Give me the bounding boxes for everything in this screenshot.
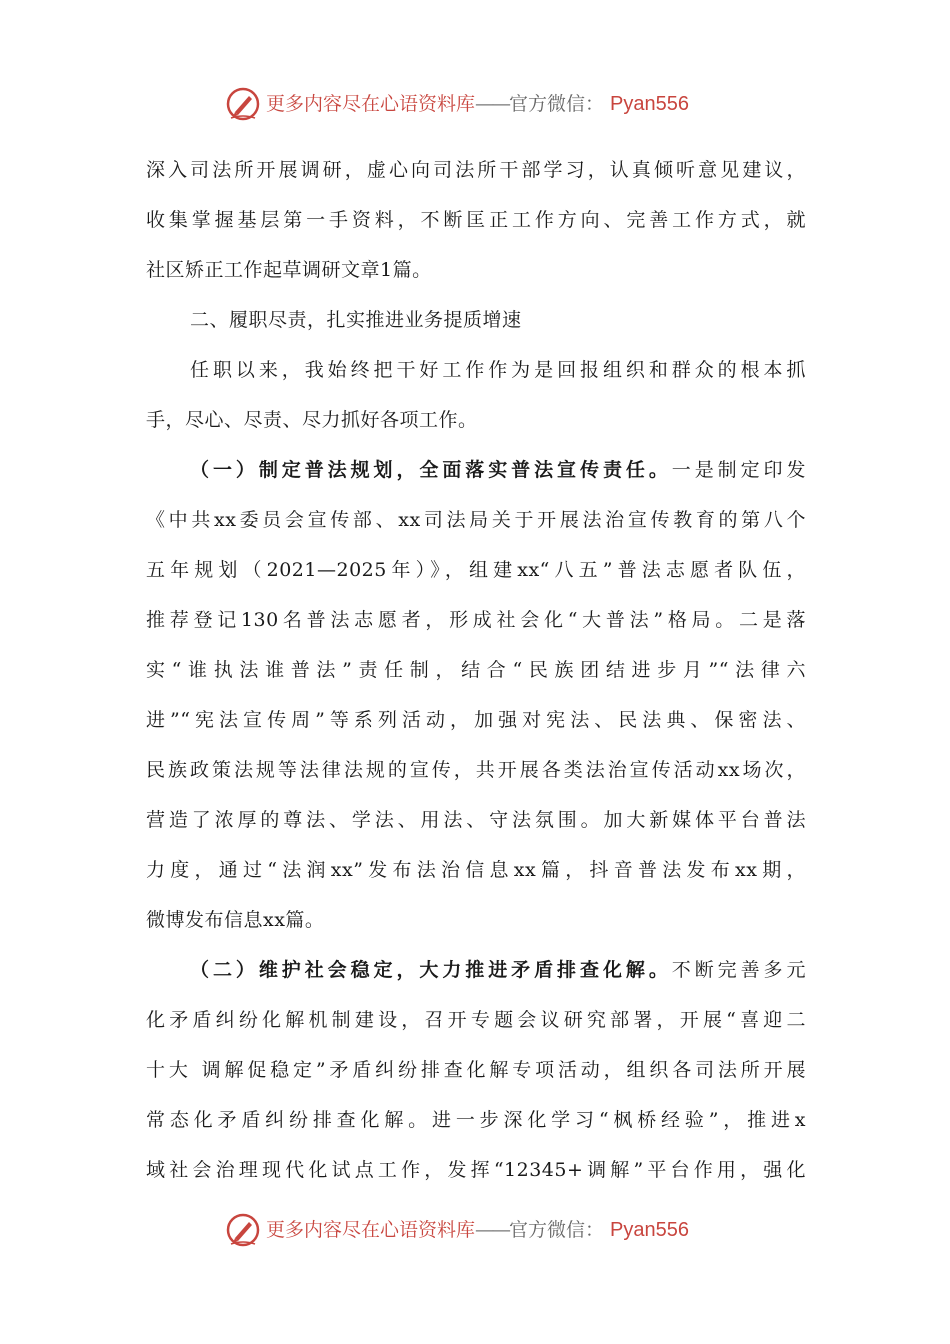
text-line: 收集掌握基层第一手资料，不断匡正工作方向、完善工作方式，就	[146, 209, 806, 231]
section-heading: 二、履职尽责，扎实推进业务提质增速	[190, 309, 522, 331]
text-line: 任职以来，我始终把干好工作作为是回报组织和群众的根本抓	[190, 359, 806, 381]
paragraph-first-line	[190, 955, 806, 985]
watermark-wechat-id: Pyan556	[610, 1219, 689, 1241]
text-line: 推荐登记130名普法志愿者，形成社会化“大普法”格局。二是落	[146, 609, 806, 631]
watermark-text	[266, 90, 689, 118]
watermark-brand: 更多内容尽在心语资料库	[266, 93, 476, 115]
watermark-dash: ——	[475, 93, 510, 115]
text-line: 民族政策法规等法律法规的宣传，共开展各类法治宣传活动xx场次，	[146, 759, 806, 781]
text-line: 实“谁执法谁普法”责任制，结合“民族团结进步月”“法律六	[146, 659, 806, 681]
footer-watermark	[0, 1210, 950, 1250]
subsection-heading-1: （一）制定普法规划，全面落实普法宣传责任。	[190, 459, 672, 481]
header-watermark	[0, 84, 950, 124]
text-run: 不断完善多元	[671, 959, 806, 981]
text-line: 化矛盾纠纷化解机制建设，召开专题会议研究部署，开展“喜迎二	[146, 1009, 806, 1031]
watermark-label: 官方微信：	[509, 1219, 605, 1241]
subsection-heading-2: （二）维护社会稳定，大力推进矛盾排查化解。	[190, 959, 672, 981]
watermark-text	[266, 1216, 689, 1244]
pen-circle-logo-icon	[225, 86, 261, 122]
watermark-brand: 更多内容尽在心语资料库	[266, 1219, 476, 1241]
text-line: 微博发布信息xx篇。	[146, 909, 325, 931]
text-line: 力度，通过“法润xx”发布法治信息xx篇，抖音普法发布xx期，	[146, 859, 806, 881]
text-line: 深入司法所开展调研，虚心向司法所干部学习，认真倾听意见建议，	[146, 159, 806, 181]
text-line: 五年规划（2021—2025年）》，组建xx“八五”普法志愿者队伍，	[146, 559, 806, 581]
text-line: 《中共xx委员会宣传部、xx司法局关于开展法治宣传教育的第八个	[146, 509, 806, 531]
text-line: 营造了浓厚的尊法、学法、用法、守法氛围。加大新媒体平台普法	[146, 809, 806, 831]
text-line: 进”“宪法宣传周”等系列活动，加强对宪法、民法典、保密法、	[146, 709, 806, 731]
watermark-label: 官方微信：	[509, 93, 605, 115]
text-line: 常态化矛盾纠纷排查化解。进一步深化学习“枫桥经验”，推进x	[146, 1109, 806, 1131]
text-line: 十大 调解促稳定”矛盾纠纷排查化解专项活动，组织各司法所开展	[146, 1059, 806, 1081]
pen-circle-logo-icon	[225, 1212, 261, 1248]
text-line: 手，尽心、尽责、尽力抓好各项工作。	[146, 409, 478, 431]
text-line: 域社会治理现代化试点工作，发挥“12345+调解”平台作用，强化	[146, 1159, 806, 1181]
watermark-dash: ——	[475, 1219, 510, 1241]
text-line: 社区矫正工作起草调研文章1篇。	[146, 259, 432, 281]
paragraph-first-line	[190, 455, 806, 485]
watermark-wechat-id: Pyan556	[610, 93, 689, 115]
text-run: 一是制定印发	[671, 459, 806, 481]
